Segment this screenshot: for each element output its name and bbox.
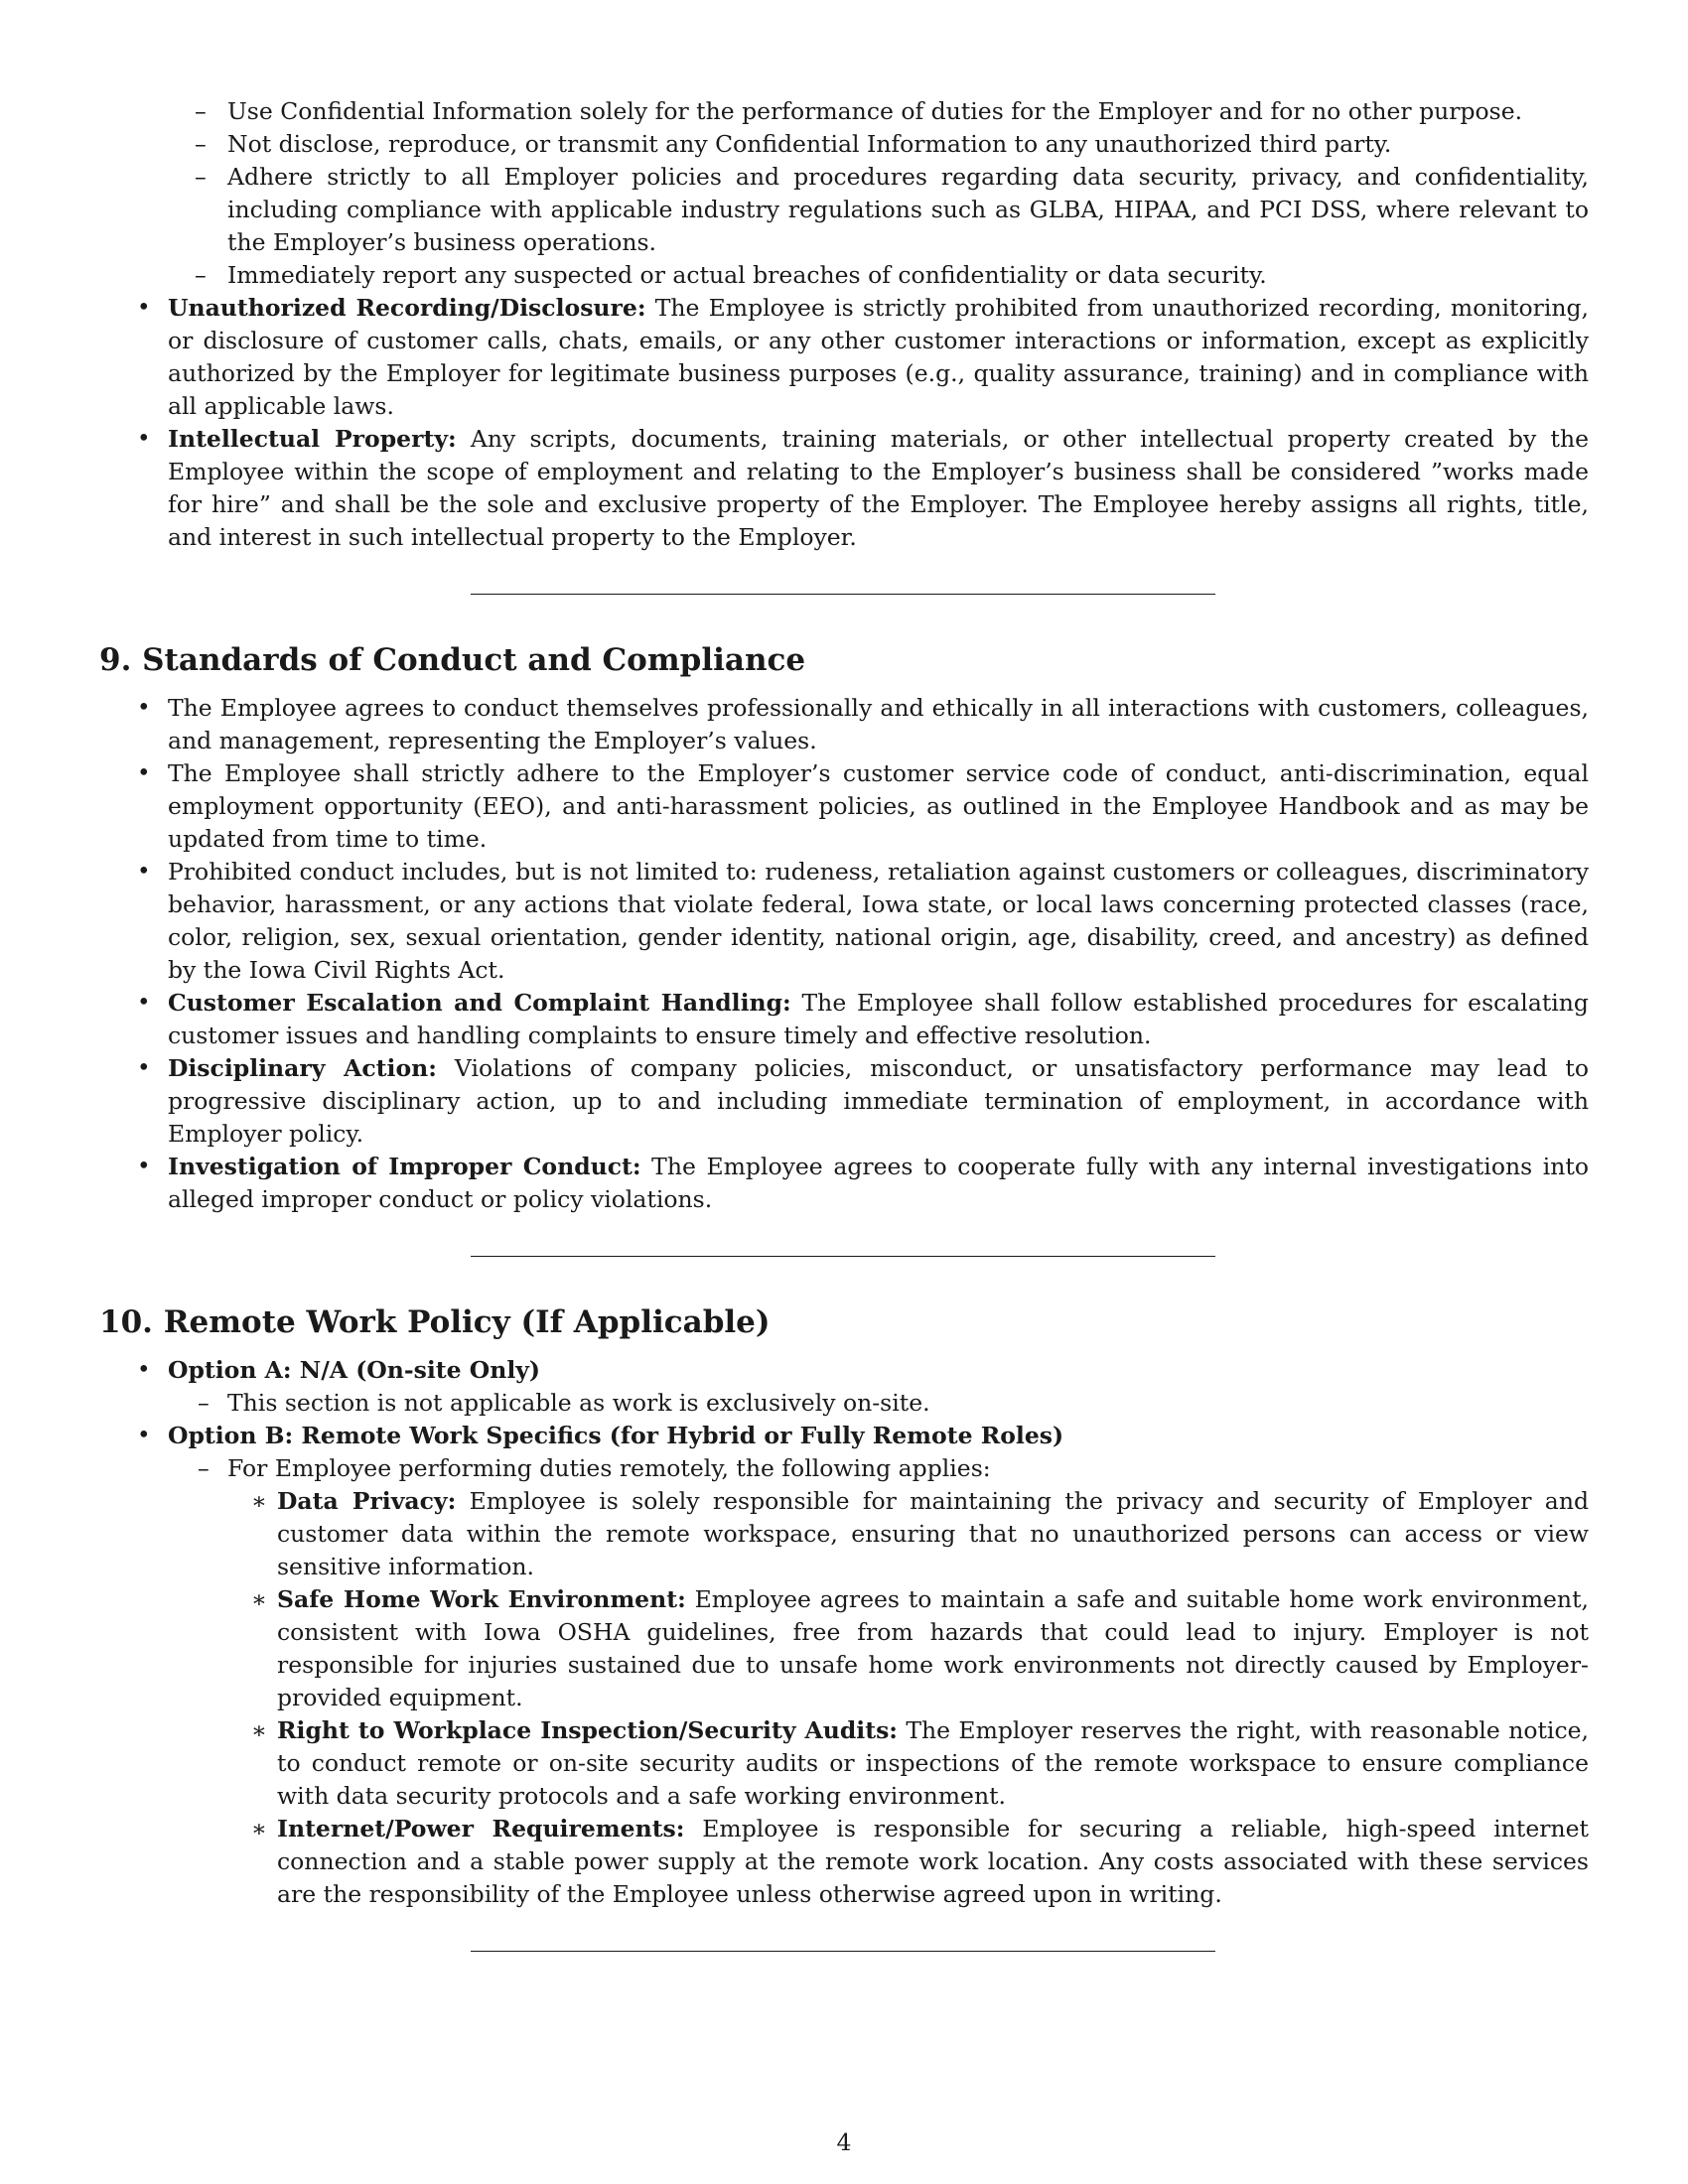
list-item-investigation: [99, 1151, 1589, 1216]
list-item-option-a: [99, 1354, 1589, 1420]
item-text: Any scripts, documents, training materials, or other intellectual property created by the Employee within the scope of employment and relating to the Employer’s business shall be considered ”works made for hire” and shall be the sole and exclusive property of the Employer. The Employee hereby assigns all rights, title, and interest in such intellectual property to the Employer.: [168, 425, 1590, 551]
sublist-text: For Employee performing duties remotely, the following applies:: [227, 1454, 991, 1482]
list-item-disciplinary: [99, 1052, 1589, 1151]
item-text: Employee is responsible for securing a reliable, high-speed internet connection and a stable power supply at the remote work location. Any costs associated with these services are the responsibility of the Employee unless otherwise agreed upon in writing.: [277, 1815, 1589, 1908]
confidentiality-sublist: [99, 95, 1589, 292]
section-number: 9.: [99, 642, 132, 678]
item-label: Right to Workplace Inspection/Security Audits:: [277, 1716, 898, 1744]
page-number: 4: [836, 2128, 852, 2156]
list-item-intellectual-property: [99, 423, 1589, 554]
item-label: Option A: N/A (On-site Only): [168, 1356, 541, 1384]
item-label: Unauthorized Recording/Disclosure:: [168, 294, 646, 322]
list-item: [99, 692, 1589, 757]
section-9-list: [99, 692, 1589, 1216]
item-label: Investigation of Improper Conduct:: [168, 1153, 641, 1180]
requirement-data-privacy: [227, 1485, 1589, 1583]
sublist-item: – This section is not applicable as work is exclusively on-site.: [168, 1387, 1589, 1420]
sublist-item: – Not disclose, reproduce, or transmit any Confidential Information to any unauthorized third party.: [99, 128, 1589, 161]
page-content: [99, 95, 1589, 1952]
section-10-heading: [99, 1302, 1589, 1342]
item-label: Disciplinary Action:: [168, 1054, 437, 1082]
item-text: The Employee shall strictly adhere to the Employer’s customer service code of conduct, anti-discrimination, equal employment opportunity (EEO), and anti-harassment policies, as outlined in the Employee Handbook and as may be updated from time to time.: [168, 759, 1589, 853]
section-number: 10.: [99, 1304, 153, 1340]
item-text: The Employee shall follow established procedures for escalating customer issues and handling complaints to ensure timely and effective resolution.: [168, 989, 1589, 1049]
item-text: The Employee is strictly prohibited from unauthorized recording, monitoring, or disclosure of customer calls, chats, emails, or any other customer interactions or information, except as explicitly authorized by the Employer for legitimate business purposes (e.g., quality assurance, training) and in compliance with all applicable laws.: [168, 294, 1589, 420]
list-item-option-b: [99, 1420, 1589, 1911]
item-label: Data Privacy:: [277, 1487, 457, 1515]
list-item-unauthorized-recording: [99, 292, 1589, 423]
requirement-inspection: [227, 1714, 1589, 1813]
item-text: Prohibited conduct includes, but is not limited to: rudeness, retaliation against customers or colleagues, discriminatory behavior, harassment, or any actions that violate federal, Iowa state, or local laws concerning protected classes (race, color, religion, sex, sexual orientation, gender identity, national origin, age, disability, creed, and ancestry) as defined by the Iowa Civil Rights Act.: [168, 858, 1589, 984]
option-a-sublist: [168, 1387, 1589, 1420]
section-divider: [471, 1256, 1215, 1257]
item-text: The Employee agrees to cooperate fully with any internal investigations into alleged improper conduct or policy violations.: [168, 1153, 1590, 1213]
sublist-item: [168, 1452, 1589, 1911]
item-label: Customer Escalation and Complaint Handling:: [168, 989, 791, 1017]
section-title: Standards of Conduct and Compliance: [142, 642, 806, 678]
item-label: Internet/Power Requirements:: [277, 1815, 685, 1843]
list-item: [99, 757, 1589, 856]
item-text: The Employee agrees to conduct themselves professionally and ethically in all interactions with customers, colleagues, and management, representing the Employer’s values.: [168, 694, 1589, 754]
requirement-safe-home: [227, 1583, 1589, 1714]
requirement-internet-power: [227, 1813, 1589, 1911]
option-b-sublist: [168, 1452, 1589, 1911]
item-label: Option B: Remote Work Specifics (for Hybrid or Fully Remote Roles): [168, 1422, 1064, 1449]
section8-continued-list: [99, 95, 1589, 554]
list-item-escalation: [99, 987, 1589, 1052]
sublist-item: – Immediately report any suspected or actual breaches of confidentiality or data security.: [99, 259, 1589, 292]
item-label: Safe Home Work Environment:: [277, 1585, 686, 1613]
remote-requirements-list: [227, 1485, 1589, 1911]
item-text: Employee is solely responsible for maintaining the privacy and security of Employer and customer data within the remote workspace, ensuring that no unauthorized persons can access or view sensitive information.: [277, 1487, 1590, 1580]
item-label: Intellectual Property:: [168, 425, 457, 453]
list-item: [99, 95, 1589, 292]
section-divider: [471, 594, 1215, 595]
item-text: Employee agrees to maintain a safe and suitable home work environment, consistent with Iowa OSHA guidelines, free from hazards that could lead to injury. Employer is not responsible for injuries sustained due to unsafe home work environments not directly caused by Employer-provided equipment.: [277, 1585, 1589, 1711]
section-title: Remote Work Policy (If Applicable): [163, 1304, 771, 1340]
section-9-heading: [99, 640, 1589, 680]
list-item: [99, 856, 1589, 987]
sublist-item: – Adhere strictly to all Employer policies and procedures regarding data security, privacy, and confidentiality, including compliance with applicable industry regulations such as GLBA, HIPAA, and PCI DSS, where relevant to the Employer’s business operations.: [99, 161, 1589, 259]
sublist-item: – Use Confidential Information solely for the performance of duties for the Employer and for no other purpose.: [99, 95, 1589, 128]
item-text: Violations of company policies, misconduct, or unsatisfactory performance may lead to progressive disciplinary action, up to and including immediate termination of employment, in accordance with Employer policy.: [168, 1054, 1589, 1148]
section-divider: [471, 1951, 1215, 1952]
section-10-list: [99, 1354, 1589, 1911]
item-text: The Employer reserves the right, with reasonable notice, to conduct remote or on-site security audits or inspections of the remote workspace to ensure compliance with data security protocols and a safe working environment.: [277, 1716, 1589, 1810]
